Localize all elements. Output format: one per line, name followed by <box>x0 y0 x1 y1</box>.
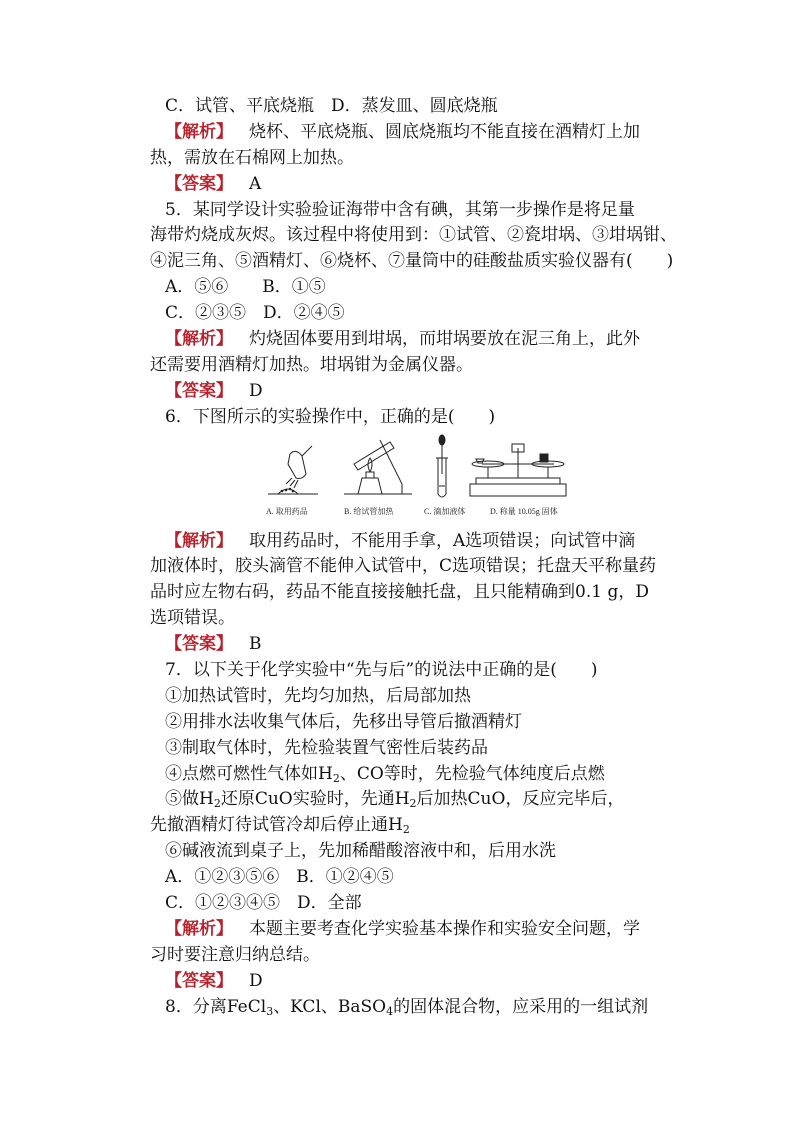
statement-line: ⑤做$H_2$还原CuO实验时，先通$H_2$后加热CuO，反应完毕后， <box>165 789 625 811</box>
analysis-line: 【解析】 烧杯、平底烧瓶、圆底烧瓶均不能直接在酒精灯上加 <box>165 121 640 142</box>
experiment-figure-row <box>150 431 675 529</box>
question-8-line: 8．分离FeCl$_3$、KCl、BaSO$_4$的固体混合物，应采用的一组试剂 <box>165 996 649 1018</box>
figure-label-a: A. 取用药品 <box>266 506 308 516</box>
answer-line: 【答案】 D <box>165 970 263 991</box>
figure-label-d: D. 称量 10.05g 固体 <box>490 506 558 516</box>
statement-line: ⑥碱液流到桌子上，先加稀醋酸溶液中和，后用水洗 <box>165 841 556 862</box>
experiment-figure <box>262 434 614 524</box>
hand-taking-powder-illustration <box>268 446 318 494</box>
answer-tag: 【答案】 <box>165 380 233 401</box>
text-line: 加液体时，胶头滴管不能伸入试管中，C选项错误；托盘天平称量药 <box>150 556 657 577</box>
text-line: 习时要注意归纳总结。 <box>150 944 320 965</box>
answer-line: 【答案】 A <box>165 173 262 194</box>
answer-tag: 【答案】 <box>165 970 233 991</box>
text-line: ④泥三角、⑤酒精灯、⑥烧杯、⑦量筒中的硅酸盐质实验仪器有( ) <box>150 251 674 272</box>
option-line: A．⑤⑥ B．①⑤ <box>165 277 326 298</box>
answer-line: 【答案】 B <box>165 634 262 655</box>
statement-line: ②用排水法收集气体后，先移出导管后撤酒精灯 <box>165 711 522 732</box>
statement-line: ④点燃可燃性气体如$H_2$、CO等时，先检验气体纯度后点燃 <box>165 763 605 785</box>
text-line: 海带灼烧成灰烬。该过程中将使用到：①试管、②瓷坩埚、③坩埚钳、 <box>150 225 677 246</box>
answer-line: 【答案】 D <box>165 380 263 401</box>
option-cd-line: C．试管、平底烧瓶 D．蒸发皿、圆底烧瓶 <box>165 96 498 116</box>
analysis-tag: 【解析】 <box>165 329 233 350</box>
question-6-line: 6．下图所示的实验操作中，正确的是( ) <box>165 406 496 427</box>
statement-line: ①加热试管时，先均匀加热，后局部加热 <box>165 685 471 706</box>
dropper-test-tube-illustration <box>436 435 448 497</box>
answer-tag: 【答案】 <box>165 634 233 655</box>
text-line: 选项错误。 <box>150 608 235 629</box>
text-line: 还需要用酒精灯加热。坩埚钳为金属仪器。 <box>150 354 473 375</box>
answer-tag: 【答案】 <box>165 173 233 194</box>
question-5-line: 5．某同学设计实验验证海带中含有碘，其第一步操作是将足量 <box>165 199 635 220</box>
analysis-tag: 【解析】 <box>165 121 233 142</box>
document-content <box>150 94 675 1021</box>
figure-label-c: C. 滴加液体 <box>424 506 466 516</box>
statement-line: ③制取气体时，先检验装置气密性后装药品 <box>165 737 488 758</box>
text-line: 热，需放在石棉网上加热。 <box>150 147 354 168</box>
analysis-line: 【解析】 本题主要考查化学实验基本操作和实验安全问题，学 <box>165 918 640 939</box>
balance-illustration <box>470 444 566 496</box>
analysis-tag: 【解析】 <box>165 530 233 551</box>
figure-label-b: B. 给试管加热 <box>344 506 394 516</box>
option-line: C．①②③④⑤ D．全部 <box>165 893 362 914</box>
heating-test-tube-illustration <box>344 440 412 494</box>
analysis-tag: 【解析】 <box>165 918 233 939</box>
text-line: 品时应左物右码，药品不能直接接触托盘，且只能精确到0.1 g，D <box>150 582 649 603</box>
question-7-line: 7．以下关于化学实验中“先与后”的说法中正确的是( ) <box>165 660 598 681</box>
text-line: 先撤酒精灯待试管冷却后停止通$H_2$ <box>150 815 410 837</box>
analysis-line: 【解析】 灼烧固体要用到坩埚，而坩埚要放在泥三角上，此外 <box>165 329 640 350</box>
option-line: C．②③⑤ D．②④⑤ <box>165 303 345 324</box>
option-line: A．①②③⑤⑥ B．①②④⑤ <box>165 867 394 888</box>
analysis-line: 【解析】 取用药品时，不能用手拿，A选项错误；向试管中滴 <box>165 530 636 551</box>
experiment-illustration <box>262 434 614 524</box>
